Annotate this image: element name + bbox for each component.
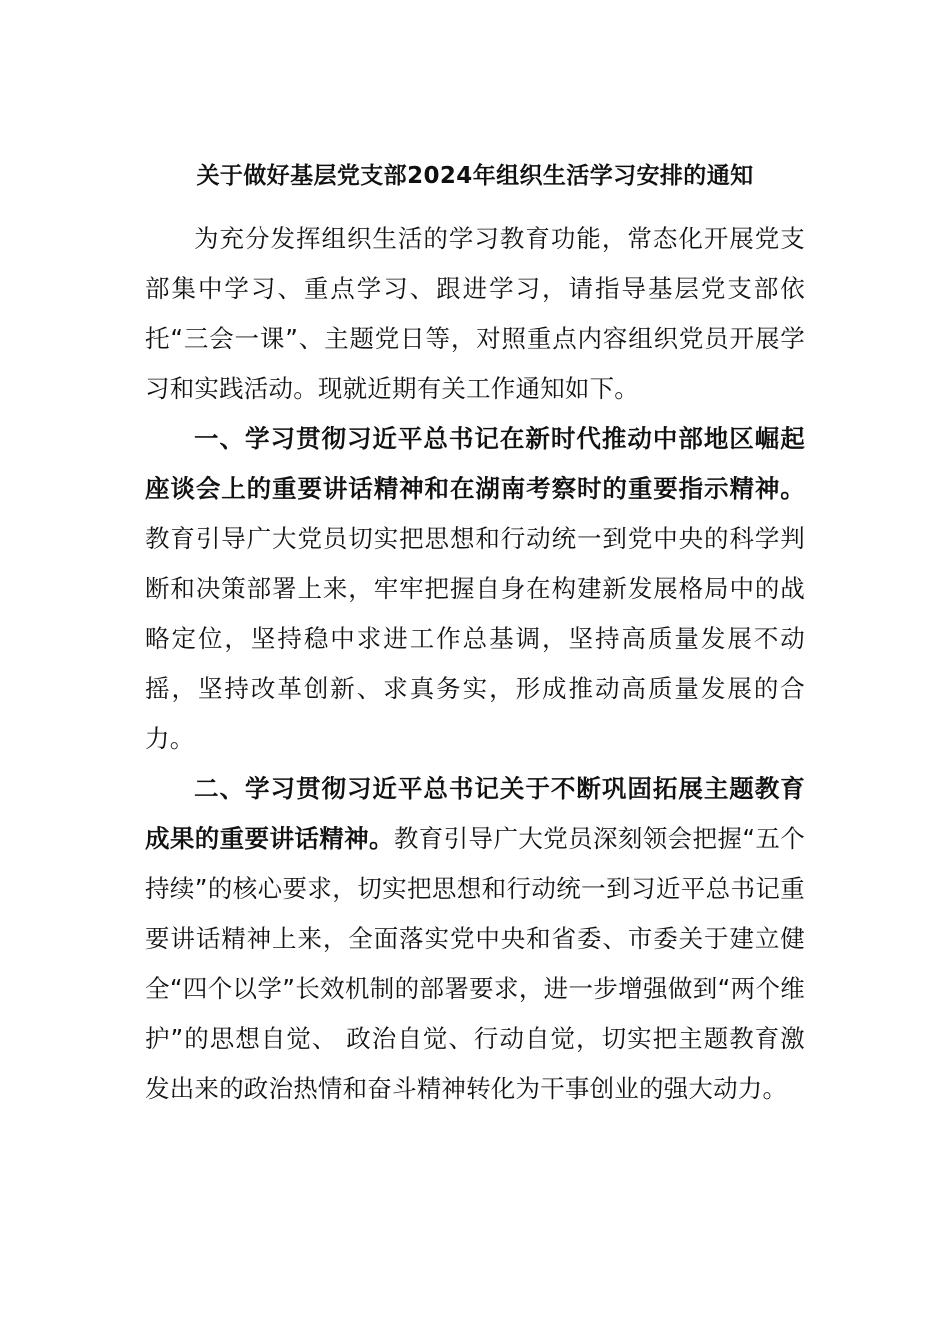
intro-text: 为充分发挥组织生活的学习教育功能，常态化开展党支部集中学习、重点学习、跟进学习，请指导基层党支部依托“三会一课”、主题党日等，对照重点内容组织党员开展学习和实践活动。现就近期有关工作通知如下。 bbox=[145, 224, 805, 403]
section-2-text: 教育引导广大党员深刻领会把握“五个持续”的核心要求，切实把思想和行动统一到习近平总书记重要讲话精神上来，全面落实党中央和省委、市委关于建立健全“四个以学”长效机制的部署要求，进一步增强做到“两个维护”的思想自觉、 政治自觉、行动自觉，切实把主题教育激发出来的政治热情和奋斗精神转化为干事创业的强大动力。 bbox=[145, 824, 806, 1103]
section-1-heading: 一、学习贯彻习近平总书记在新时代推动中部地区崛起座谈会上的重要讲话精神和在湖南考察时的重要指示精神。 bbox=[145, 424, 805, 503]
document-body bbox=[145, 214, 805, 1114]
intro-paragraph bbox=[145, 214, 805, 414]
section-2-paragraph bbox=[145, 764, 805, 1114]
section-1-paragraph bbox=[145, 414, 805, 764]
section-1-text: 教育引导广大党员切实把思想和行动统一到党中央的科学判断和决策部署上来，牢牢把握自身在构建新发展格局中的战略定位，坚持稳中求进工作总基调，坚持高质量发展不动摇，坚持改革创新、求真务实，形成推动高质量发展的合力。 bbox=[145, 524, 805, 753]
document-title: 关于做好基层党支部2024年组织生活学习安排的通知 bbox=[196, 163, 754, 189]
section-2-heading: 二、学习贯彻习近平总书记关于不断巩固拓展主题教育成果的重要讲话精神。 bbox=[145, 774, 805, 853]
